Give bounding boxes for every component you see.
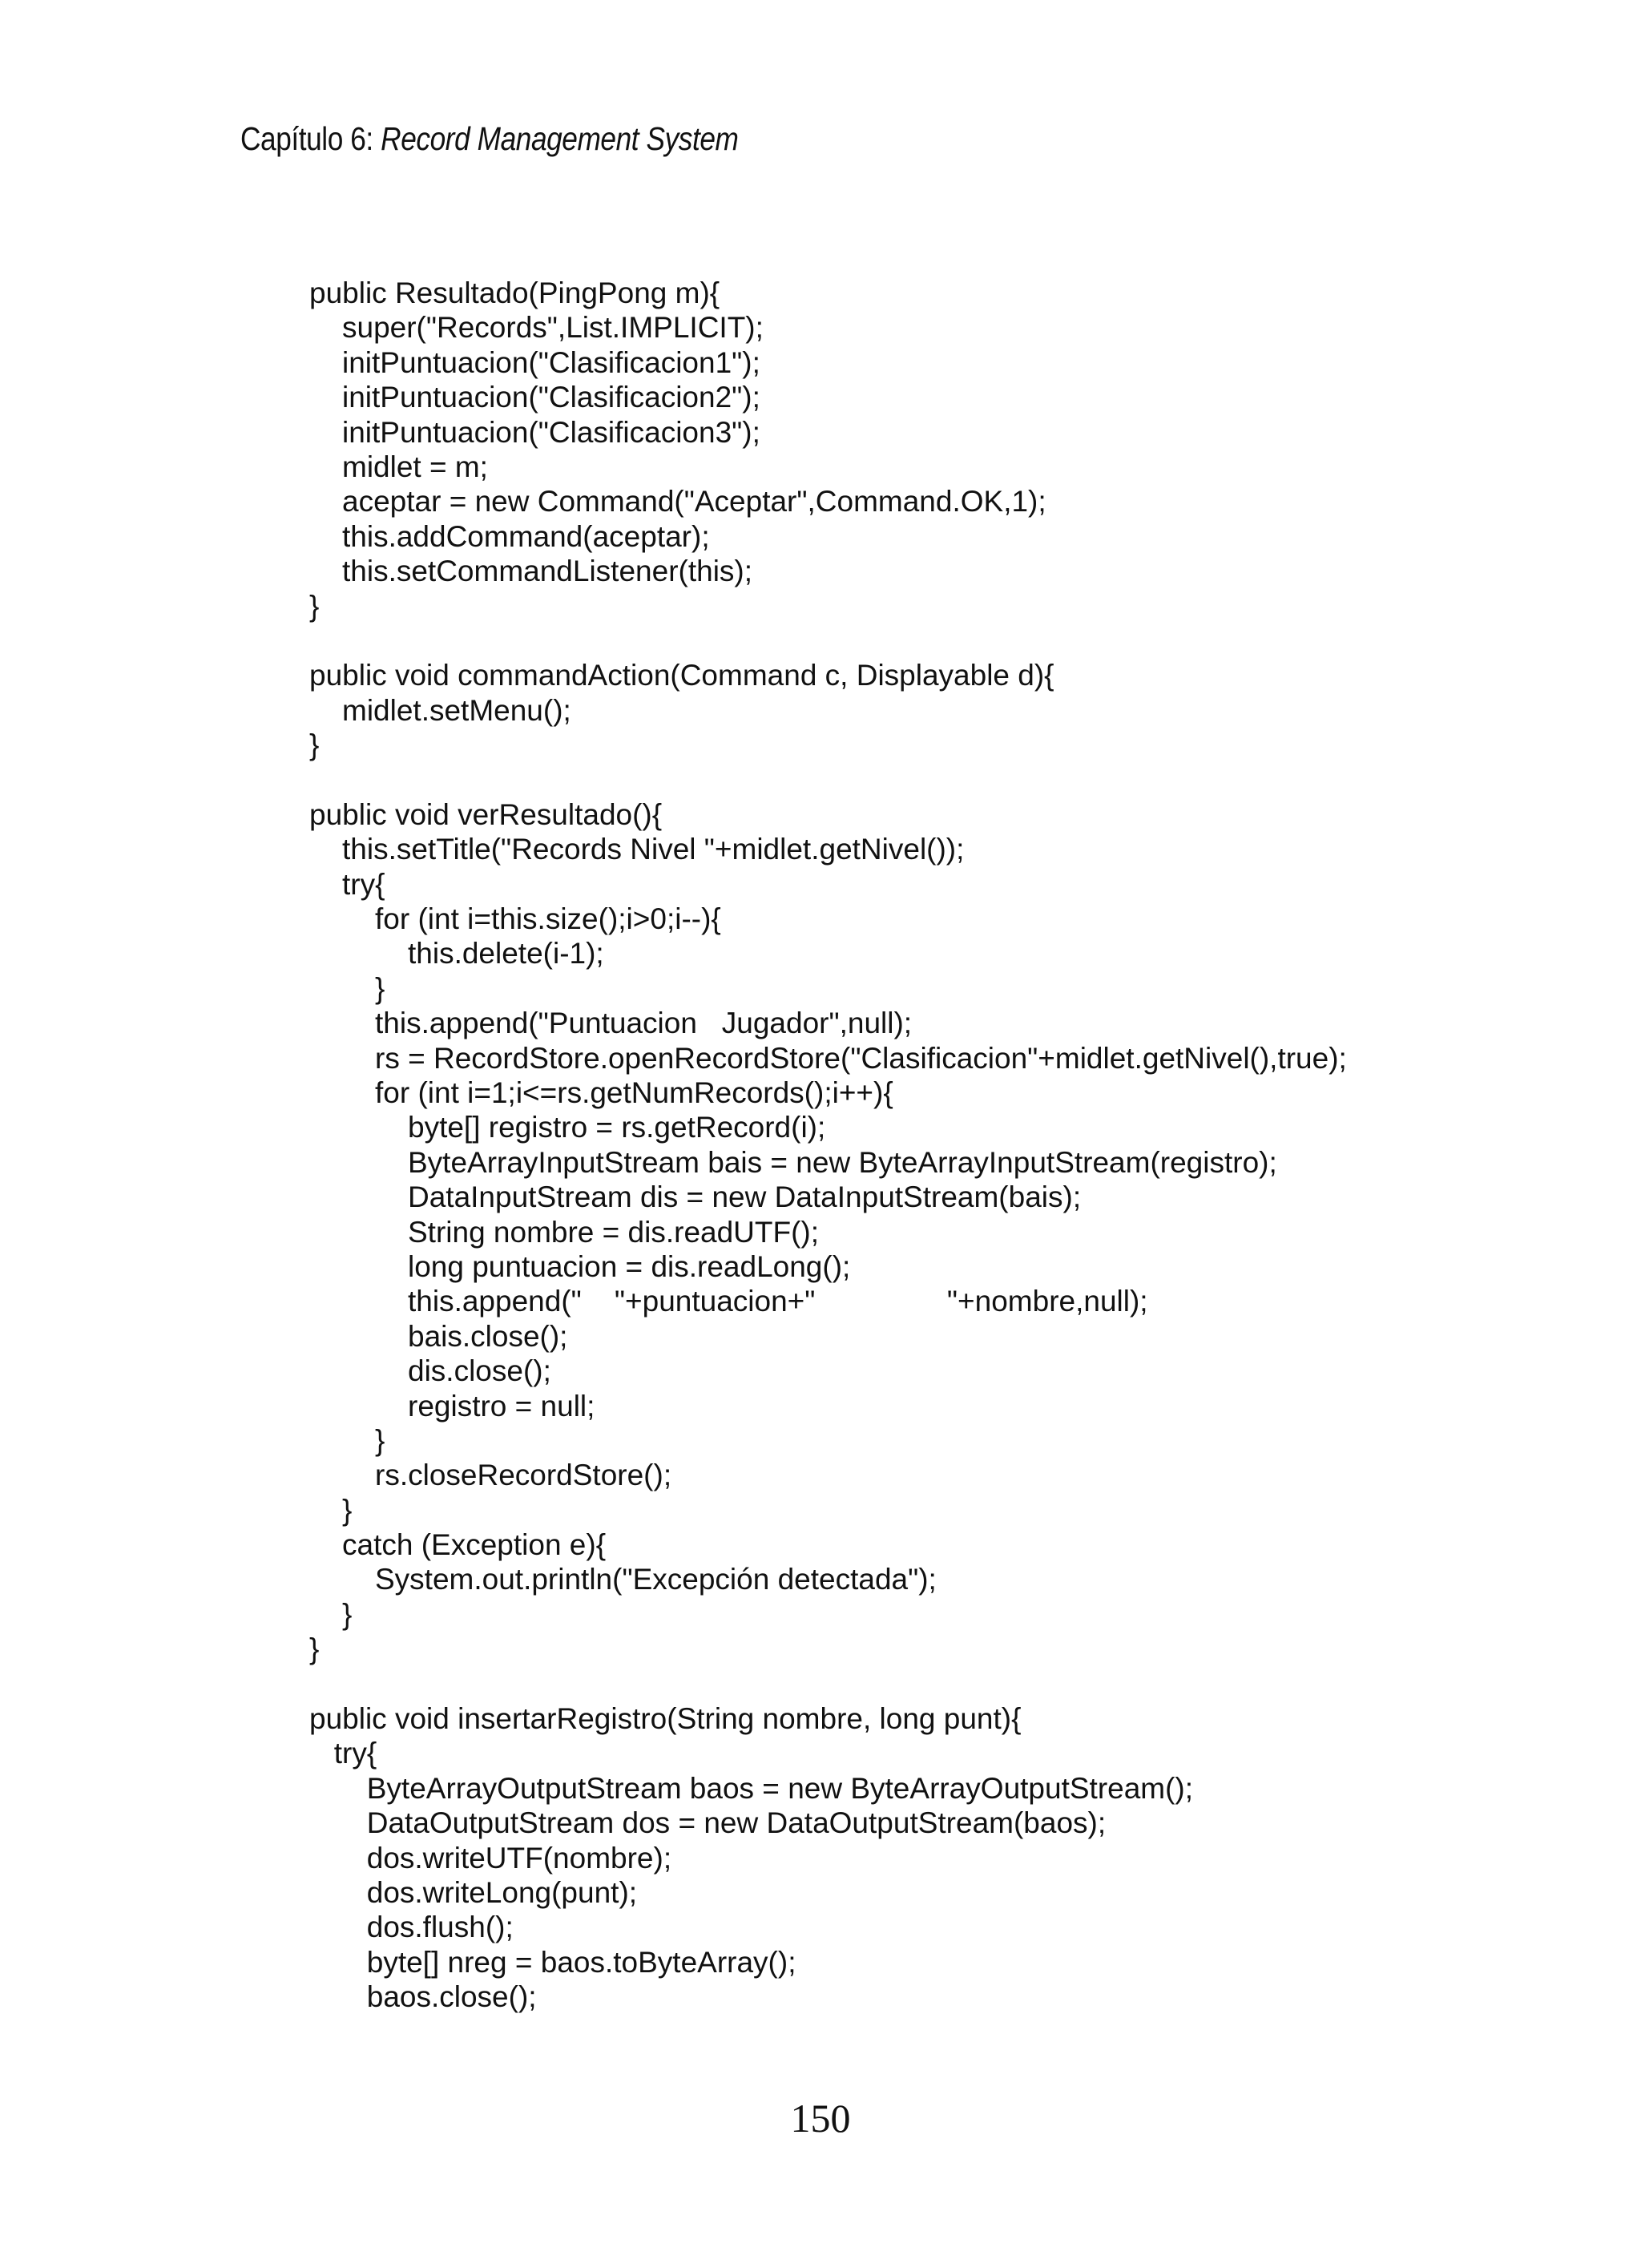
code-line: initPuntuacion("Clasificacion3");: [342, 415, 760, 449]
code-line: ByteArrayInputStream bais = new ByteArrayInputStream(registro);: [408, 1145, 1277, 1179]
running-header: [240, 120, 738, 158]
code-line: [309, 762, 1559, 797]
chapter-title: Record Management System: [381, 120, 739, 157]
code-line: [309, 1667, 1559, 1701]
code-line: catch (Exception e){: [342, 1528, 607, 1562]
code-line: public void insertarRegistro(String nombre, long punt){: [309, 1702, 1022, 1736]
code-line: rs = RecordStore.openRecordStore("Clasificacion"+midlet.getNivel(),true);: [375, 1041, 1347, 1075]
code-line: this.setCommandListener(this);: [342, 555, 753, 588]
code-line: super("Records",List.IMPLICIT);: [342, 311, 764, 345]
code-line: initPuntuacion("Clasificacion2");: [342, 381, 760, 414]
code-line: dos.writeLong(punt);: [366, 1875, 638, 1909]
code-line: this.setTitle("Records Nivel "+midlet.getNivel());: [342, 833, 965, 866]
code-line: byte[] registro = rs.getRecord(i);: [408, 1111, 826, 1144]
code-line: }: [309, 1632, 320, 1666]
code-line: dos.writeUTF(nombre);: [366, 1841, 672, 1875]
code-line: this.addCommand(aceptar);: [342, 519, 710, 553]
code-line: long puntuacion = dis.readLong();: [408, 1249, 851, 1283]
code-line: dos.flush();: [366, 1911, 514, 1944]
code-line: this.delete(i-1);: [408, 937, 604, 971]
code-line: String nombre = dis.readUTF();: [408, 1215, 820, 1249]
code-line: }: [342, 1493, 353, 1527]
code-line: System.out.println("Excepción detectada");: [375, 1563, 937, 1596]
code-line: }: [342, 1597, 353, 1631]
code-line: rs.closeRecordStore();: [375, 1459, 672, 1492]
code-line: try{: [342, 867, 385, 901]
code-line: }: [375, 1423, 385, 1457]
code-line: dis.close();: [408, 1354, 551, 1388]
code-line: this.append(" "+puntuacion+" "+nombre,null);: [408, 1285, 1148, 1318]
code-line: this.append("Puntuacion Jugador",null);: [375, 1007, 913, 1040]
code-line: [309, 623, 1559, 658]
code-line: byte[] nreg = baos.toByteArray();: [366, 1945, 796, 1979]
code-line: initPuntuacion("Clasificacion1");: [342, 345, 760, 379]
code-line: baos.close();: [366, 1980, 537, 2014]
code-line: for (int i=1;i<=rs.getNumRecords();i++){: [375, 1075, 893, 1109]
code-line: DataOutputStream dos = new DataOutputStream(baos);: [366, 1806, 1107, 1840]
code-line: public void commandAction(Command c, Displayable d){: [309, 659, 1054, 692]
chapter-label: Capítulo 6:: [240, 120, 373, 157]
code-line: }: [309, 728, 320, 762]
code-listing: [309, 276, 1559, 2015]
code-line: }: [375, 971, 385, 1005]
page-number: 150: [790, 2096, 851, 2141]
code-line: aceptar = new Command("Aceptar",Command.OK,1);: [342, 485, 1046, 519]
code-line: try{: [333, 1737, 377, 1770]
code-line: public void verResultado(){: [309, 797, 663, 831]
code-line: public Resultado(PingPong m){: [309, 276, 720, 309]
code-line: midlet.setMenu();: [342, 693, 571, 727]
code-line: midlet = m;: [342, 450, 488, 483]
code-line: for (int i=this.size();i>0;i--){: [375, 902, 721, 936]
code-line: }: [309, 589, 320, 623]
code-line: bais.close();: [408, 1319, 568, 1353]
code-line: DataInputStream dis = new DataInputStream(bais);: [408, 1180, 1082, 1214]
code-line: registro = null;: [408, 1389, 595, 1423]
code-line: ByteArrayOutputStream baos = new ByteArrayOutputStream();: [366, 1771, 1194, 1805]
